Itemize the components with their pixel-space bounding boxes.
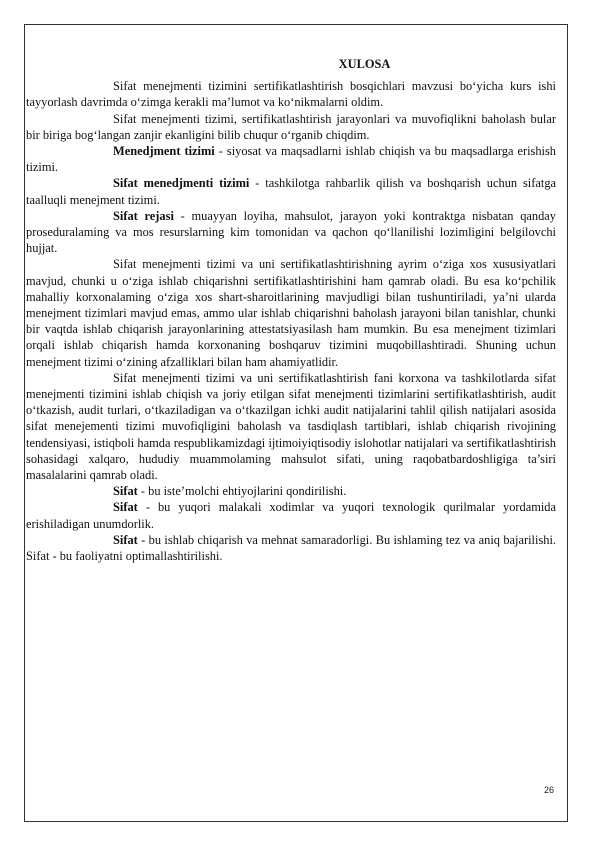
section-title: XULOSA — [338, 57, 391, 71]
paragraph-text: - bu iste’molchi ehtiyojlarini qondirilishi. — [137, 484, 347, 499]
paragraph-text: Sifat menejmenti tizimi va uni sertifikatlashtirish fani korxona va tashkilotlarda sifat menejmenti tizimini ishlab chiqish va joriy etilgan sifat menejmenti tizimlarini sertifikatlashtirish, audit o‘tkazish, audit turlari, o‘tkaziladigan va o‘tkazilgan ichki audit natijalarini tahlil qilish natijalari asosida sifat menejementi tizimi muvofiqligini baholash va tasdiqlash tartiblari, ishlab chiqarish rivojining tendensiyasi, istiqboli hamda respublikamizdagi ijtimoiyiqtisodiy islohotlar natijalari va sertifikatlashtirish sohasidagi xalqaro, hududiy muammolaming mahsulot sifati, uning raqobatbardoshligiga ta’siri masalalarini qamrab oladi. — [26, 370, 556, 483]
paragraph-8 — [26, 483, 556, 499]
definition-term: Sifat — [113, 500, 138, 515]
paragraph-6 — [26, 256, 556, 369]
paragraph-text: Sifat menejmenti tizimi va uni sertifikatlashtirishning ayrim o‘ziga xos xususiyatlari mavjud, chunki u o‘ziga ishlab chiqarishni sertifikatlashtirishini ham qamrab oladi. Bu esa ko‘pchilik mahalliy korxonalaming o‘ziga xos shart-sharoitlarining mavjudligi bilan tushuntiriladi, ya’ni ularda menejment tizimlari mavjud emas, ammo ular ishlab chiqarishni baholash jarayoni bilan tanishlar, chunki bir vaqtda ishlab chiqarish jarayonlarining attestatsiyasilash ham mumkin. Bu esa menejment tizimlari orqali ishlab chiqarish hamda korxonaning boshqaruv tizimini muqobillashtiradi. Shuning uchun menejment tizimi o‘zining afzalliklari bilan ham ahamiyatlidir. — [26, 257, 556, 369]
paragraph-2 — [26, 111, 556, 143]
paragraph-9 — [26, 499, 556, 531]
paragraph-1 — [26, 78, 556, 110]
paragraph-text: Sifat menejmenti tizimini sertifikatlashtirish bosqichlari mavzusi bo‘yicha kurs ishi tayyorlash davrimda o‘zimga kerakli ma’lumot va ko‘nikmalarni oldim. — [26, 79, 556, 110]
paragraph-5 — [26, 208, 556, 257]
definition-term: Sifat rejasi — [113, 208, 174, 223]
paragraph-text: - tashkilotga rahbarlik qilish va boshqarish uchun sifatga taalluqli menejment tizimi. — [26, 176, 557, 207]
paragraph-text: - siyosat va maqsadlarni ishlab chiqish va bu maqsadlarga erishish tizimi. — [26, 144, 556, 175]
page-number: 26 — [543, 785, 554, 795]
paragraph-7 — [26, 370, 556, 483]
paragraph-3 — [26, 143, 556, 175]
paragraph-4 — [26, 175, 556, 207]
document-body — [26, 56, 557, 564]
definition-term: Menedjment tizimi — [113, 144, 215, 159]
definition-term: Sifat — [113, 532, 138, 547]
paragraph-text: - muayyan loyiha, mahsulot, jarayon yoki kontraktga nisbatan qanday proseduralaming va mos resurslarning kim tomonidan va qachon qo‘llanilishi lozimligini belgilovchi hujjat. — [26, 208, 556, 256]
paragraph-10 — [26, 532, 556, 564]
definition-term: Sifat menedjmenti tizimi — [113, 176, 250, 191]
paragraph-text: - bu yuqori malakali xodimlar va yuqori texnologik qurilmalar yordamida erishiladigan unumdorlik. — [26, 500, 556, 531]
definition-term: Sifat — [113, 484, 138, 499]
paragraph-text: - bu ishlab chiqarish va mehnat samaradorligi. Bu ishlaming tez va aniq bajarilishi. Sifat - bu faoliyatni optimallashtirilishi. — [26, 532, 556, 564]
paragraph-text: Sifat menejmenti tizimi, sertifikatlashtirish jarayonlari va muvofiqlikni baholash bular bir biriga bog‘langan zanjir ekanligini bilib chuqur o‘rganib chiqdim. — [26, 111, 556, 142]
